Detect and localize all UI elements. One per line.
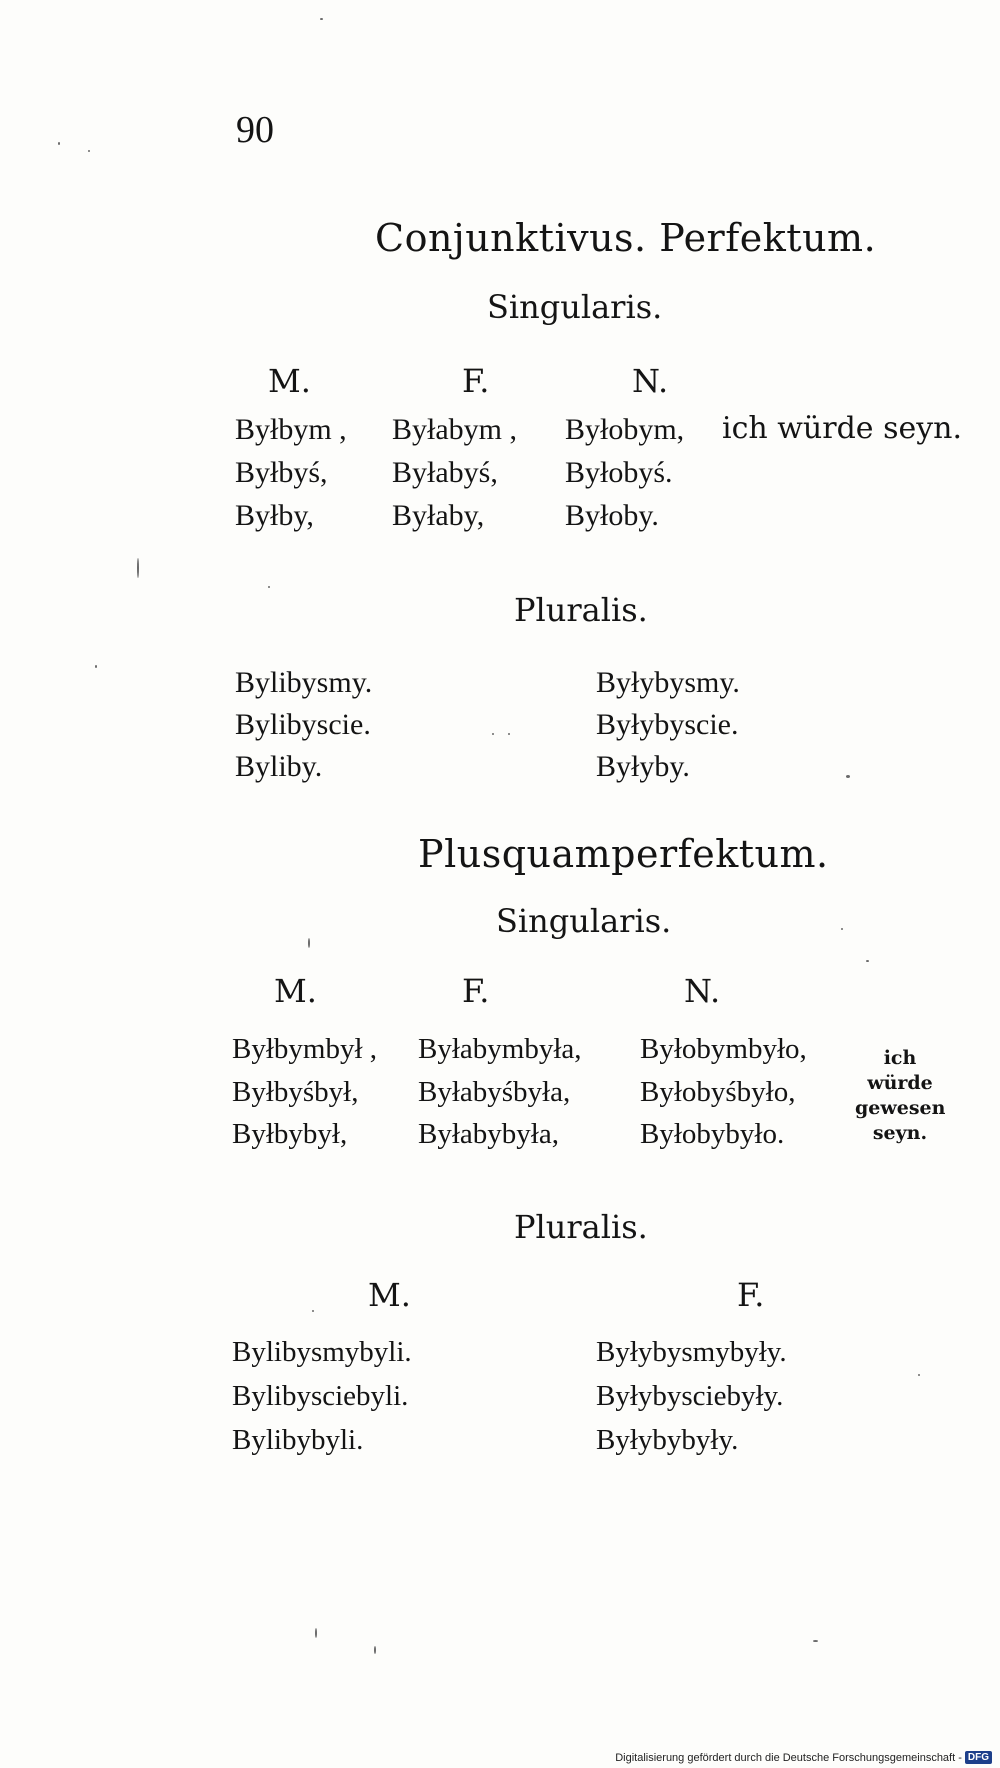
form-cell: Byłoby. — [565, 499, 659, 532]
form-cell: Byłaby, — [392, 499, 485, 532]
scan-speck — [268, 586, 270, 588]
gender-feminine: F. — [462, 362, 490, 400]
scan-speck — [866, 960, 869, 962]
scan-speck — [813, 1640, 818, 1642]
form-cell: Byłbyś, — [235, 456, 328, 489]
scan-speck — [88, 150, 90, 152]
form-cell: Byłobym, — [565, 413, 685, 446]
dfg-logo: DFG — [965, 1751, 992, 1764]
form-cell: Byłybysmy. — [596, 666, 740, 699]
scan-speck — [137, 558, 139, 578]
form-cell: Byłby, — [235, 499, 314, 532]
scan-speck — [58, 142, 60, 145]
singular-heading: Singularis. — [487, 288, 663, 326]
gender-masculine: M. — [268, 362, 311, 400]
form-cell: Bylibysmy. — [235, 666, 373, 699]
german-gloss-block — [855, 1046, 945, 1146]
form-cell: Byłobyśbyło, — [640, 1076, 796, 1108]
form-cell: Byłybysciebyły. — [596, 1380, 784, 1412]
gloss-line: ich — [883, 1047, 917, 1069]
form-cell: Byliby. — [235, 750, 323, 783]
section-title-plusquamperfektum: Plusquamperfektum. — [418, 832, 829, 876]
form-cell: Bylibybyli. — [232, 1424, 364, 1456]
gender-neuter: N. — [684, 972, 721, 1010]
scan-speck — [312, 1310, 314, 1312]
plural-heading: Pluralis. — [514, 1208, 648, 1246]
gender-neuter: N. — [632, 362, 669, 400]
form-cell: Byłabym , — [392, 413, 517, 446]
form-cell: Bylibysciebyli. — [232, 1380, 409, 1412]
scan-speck — [308, 938, 310, 948]
form-cell: Bylibyscie. — [235, 708, 371, 741]
digitization-footer — [615, 1751, 992, 1764]
form-cell: Byłybyscie. — [596, 708, 739, 741]
scan-speck — [508, 733, 510, 735]
form-cell: Byłabyś, — [392, 456, 498, 489]
scan-speck — [918, 1374, 920, 1376]
german-gloss: ich würde seyn. — [722, 411, 963, 446]
form-cell: Byłabymbyła, — [418, 1033, 582, 1065]
page-number: 90 — [236, 109, 274, 151]
form-cell: Byłbyśbył, — [232, 1076, 359, 1108]
form-cell: Byłabyśbyła, — [418, 1076, 571, 1108]
gloss-line: gewesen — [855, 1097, 946, 1119]
form-cell: Byłybysmybyły. — [596, 1336, 787, 1368]
scan-speck — [374, 1646, 376, 1654]
gloss-line: seyn. — [872, 1122, 928, 1144]
section-title-perfektum: Conjunktivus. Perfektum. — [375, 216, 877, 260]
form-cell: Byłbym , — [235, 413, 347, 446]
gender-masculine: M. — [274, 972, 317, 1010]
form-cell: Byłobymbyło, — [640, 1033, 807, 1065]
form-cell: Byłobyś. — [565, 456, 673, 489]
gender-masculine: M. — [368, 1276, 411, 1314]
gloss-line: würde — [867, 1072, 933, 1094]
scan-speck — [846, 775, 850, 778]
scan-speck — [315, 1628, 317, 1638]
form-cell: Byłabybyła, — [418, 1118, 559, 1150]
form-cell: Byłyby. — [596, 750, 690, 783]
form-cell: Byłbybył, — [232, 1118, 348, 1150]
plural-heading: Pluralis. — [514, 591, 648, 629]
scan-speck — [841, 928, 843, 930]
form-cell: Byłobybyło. — [640, 1118, 785, 1150]
gender-feminine: F. — [737, 1276, 765, 1314]
singular-heading: Singularis. — [496, 902, 672, 940]
form-cell: Bylibysmybyli. — [232, 1336, 412, 1368]
scan-speck — [95, 665, 97, 668]
footer-text: Digitalisierung gefördert durch die Deutsche Forschungsgemeinschaft - — [615, 1751, 962, 1764]
scan-speck — [320, 18, 323, 20]
form-cell: Byłybybyły. — [596, 1424, 739, 1456]
scan-speck — [492, 733, 494, 735]
gender-feminine: F. — [462, 972, 490, 1010]
form-cell: Byłbymbył , — [232, 1033, 378, 1065]
